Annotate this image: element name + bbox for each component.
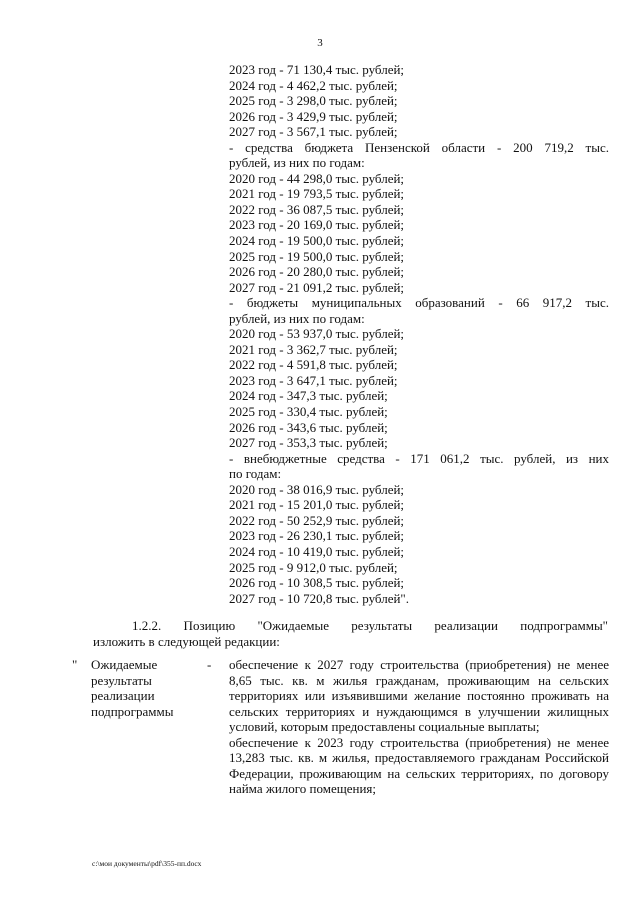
regional-year-line: 2024 год - 19 500,0 тыс. рублей;: [229, 233, 405, 249]
regional-year-line: 2021 год - 19 793,5 тыс. рублей;: [229, 186, 405, 202]
extrabudgetary-section: [229, 451, 609, 606]
municipal-year-line: 2026 год - 343,6 тыс. рублей;: [229, 419, 388, 435]
results-dash: -: [207, 657, 212, 672]
regional-budget-header: - средства бюджета Пензенской области - 200 719,2 тыс.: [229, 139, 609, 155]
municipal-year-line: 2021 год - 3 362,7 тыс. рублей;: [229, 341, 398, 357]
municipal-year-line: 2020 год - 53 937,0 тыс. рублей;: [229, 326, 405, 342]
results-paragraph: обеспечение к 2027 году строительства (приобретения) не менее 8,65 тыс. кв. м жилья гражданам, проживающим на сельских территориях или изъявившими желание постоянно проживать на сельских территориях и нуждающимся в улучшении жилищных условий, которым предоставлены социальные выплаты;: [229, 657, 609, 735]
results-label-line: реализации: [91, 688, 155, 704]
results-label-line: подпрограммы: [91, 703, 174, 719]
regional-year-line: 2027 год - 21 091,2 тыс. рублей;: [229, 279, 405, 295]
footer-file-path: c:\мои документы\pdf\355-пп.docx: [92, 859, 202, 868]
extrabudgetary-year-line: 2020 год - 38 016,9 тыс. рублей;: [229, 481, 405, 497]
section-paragraph-line: 1.2.2. Позицию "Ожидаемые результаты реализации подпрограммы": [132, 618, 608, 633]
regional-budget-section: [229, 140, 609, 295]
results-content-cell: [229, 657, 609, 797]
regional-year-line: 2026 год - 20 280,0 тыс. рублей;: [229, 264, 405, 280]
municipal-year-line: 2025 год - 330,4 тыс. рублей;: [229, 404, 388, 420]
extrabudgetary-year-line: 2025 год - 9 912,0 тыс. рублей;: [229, 559, 398, 575]
municipal-budget-section: [229, 295, 609, 450]
results-label-line: результаты: [91, 672, 152, 688]
municipal-budget-header-cont: рублей, из них по годам:: [229, 310, 365, 326]
federal-year-line: 2025 год - 3 298,0 тыс. рублей;: [229, 93, 398, 109]
extrabudgetary-year-line: 2023 год - 26 230,1 тыс. рублей;: [229, 528, 405, 544]
municipal-year-line: 2024 год - 347,3 тыс. рублей;: [229, 388, 388, 404]
results-label-cell: [91, 657, 201, 719]
results-paragraph: обеспечение к 2023 году строительства (приобретения) не менее 13,283 тыс. кв. м жилья, предоставляемого гражданам Российской Федерации, проживающим на сельских территориях, по договору найма жилого помещения;: [229, 734, 609, 797]
extrabudgetary-year-line: 2024 год - 10 419,0 тыс. рублей;: [229, 543, 405, 559]
federal-year-list: [229, 62, 609, 140]
extrabudgetary-year-line: 2022 год - 50 252,9 тыс. рублей;: [229, 512, 405, 528]
page-number: 3: [317, 37, 323, 49]
regional-year-line: 2020 год - 44 298,0 тыс. рублей;: [229, 170, 405, 186]
finance-block: [229, 62, 609, 606]
regional-year-line: 2023 год - 20 169,0 тыс. рублей;: [229, 217, 405, 233]
extrabudgetary-year-line: 2027 год - 10 720,8 тыс. рублей".: [229, 590, 409, 606]
extrabudgetary-year-line: 2026 год - 10 308,5 тыс. рублей;: [229, 575, 405, 591]
federal-year-line: 2023 год - 71 130,4 тыс. рублей;: [229, 62, 405, 77]
section-paragraph-line: изложить в следующей редакции:: [93, 633, 280, 649]
extrabudgetary-year-line: 2021 год - 15 201,0 тыс. рублей;: [229, 497, 405, 513]
municipal-year-line: 2023 год - 3 647,1 тыс. рублей;: [229, 372, 398, 388]
municipal-year-line: 2027 год - 353,3 тыс. рублей;: [229, 435, 388, 451]
federal-year-line: 2024 год - 4 462,2 тыс. рублей;: [229, 77, 398, 93]
regional-year-line: 2025 год - 19 500,0 тыс. рублей;: [229, 248, 405, 264]
extrabudgetary-header-cont: по годам:: [229, 466, 282, 482]
federal-year-line: 2027 год - 3 567,1 тыс. рублей;: [229, 124, 398, 140]
opening-quote: ": [72, 657, 78, 672]
municipal-year-line: 2022 год - 4 591,8 тыс. рублей;: [229, 357, 398, 373]
extrabudgetary-header: - внебюджетные средства - 171 061,2 тыс. рублей, из них: [229, 450, 609, 466]
regional-year-line: 2022 год - 36 087,5 тыс. рублей;: [229, 201, 405, 217]
section-paragraph: [93, 618, 608, 649]
federal-year-line: 2026 год - 3 429,9 тыс. рублей;: [229, 108, 398, 124]
results-label-line: Ожидаемые: [91, 657, 158, 672]
municipal-budget-header: - бюджеты муниципальных образований - 66 917,2 тыс.: [229, 295, 609, 311]
regional-budget-header-cont: рублей, из них по годам:: [229, 155, 365, 171]
